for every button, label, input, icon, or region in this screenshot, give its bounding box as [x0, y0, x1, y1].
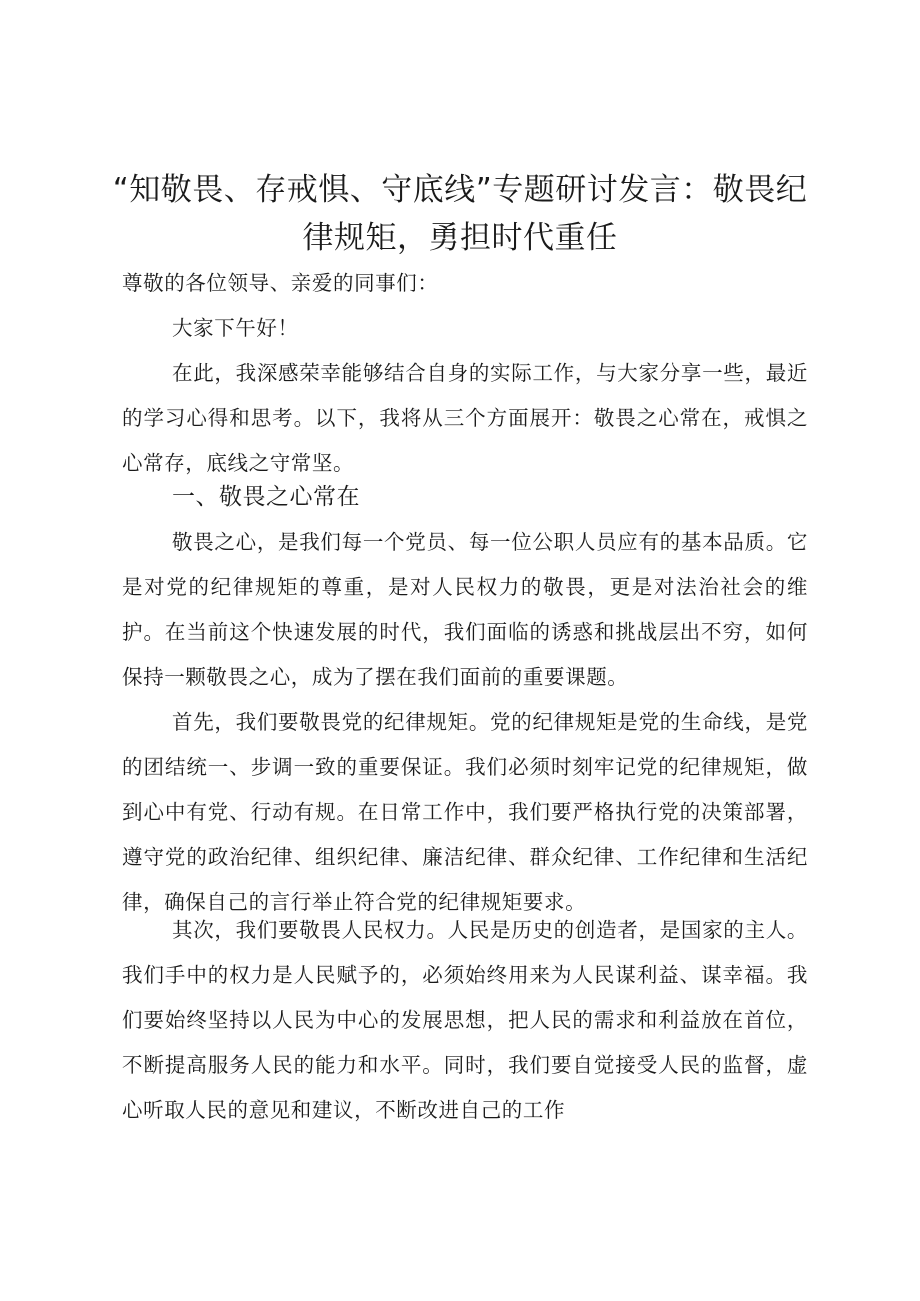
body-paragraph: 首先，我们要敬畏党的纪律规矩。党的纪律规矩是党的生命线，是党的团结统一、步调一致的重要保证。我们必须时刻牢记党的纪律规矩，做到心中有党、行动有规。在日常工作中，我们要严格执行党的决策部署，遵守党的政治纪律、组织纪律、廉洁纪律、群众纪律、工作纪律和生活纪律，确保自己的言行举止符合党的纪律规矩要求。	[122, 710, 808, 914]
section-heading: 一、敬畏之心常在	[172, 484, 360, 510]
greeting: 大家下午好！	[172, 316, 299, 340]
body-paragraph: 敬畏之心，是我们每一个党员、每一位公职人员应有的基本品质。它是对党的纪律规矩的尊重，是对人民权力的敬畏，更是对法治社会的维护。在当前这个快速发展的时代，我们面临的诱惑和挑战层出不穷，如何保持一颗敬畏之心，成为了摆在我们面前的重要课题。	[122, 530, 808, 689]
intro-paragraph: 在此，我深感荣幸能够结合自身的实际工作，与大家分享一些，最近的学习心得和思考。以下，我将从三个方面展开：敬畏之心常在，戒惧之心常存，底线之守常坚。	[122, 361, 808, 475]
salutation: 尊敬的各位领导、亲爱的同事们：	[122, 271, 439, 295]
document-title: “知敬畏、存戒惧、守底线”专题研讨发言：敬畏纪律规矩，勇担时代重任	[112, 172, 808, 256]
body-paragraph: 其次，我们要敬畏人民权力。人民是历史的创造者，是国家的主人。我们手中的权力是人民赋予的，必须始终用来为人民谋利益、谋幸福。我们要始终坚持以人民为中心的发展思想，把人民的需求和利益放在首位，不断提高服务人民的能力和水平。同时，我们要自觉接受人民的监督，虚心听取人民的意见和建议，不断改进自己的工作	[122, 918, 808, 1122]
